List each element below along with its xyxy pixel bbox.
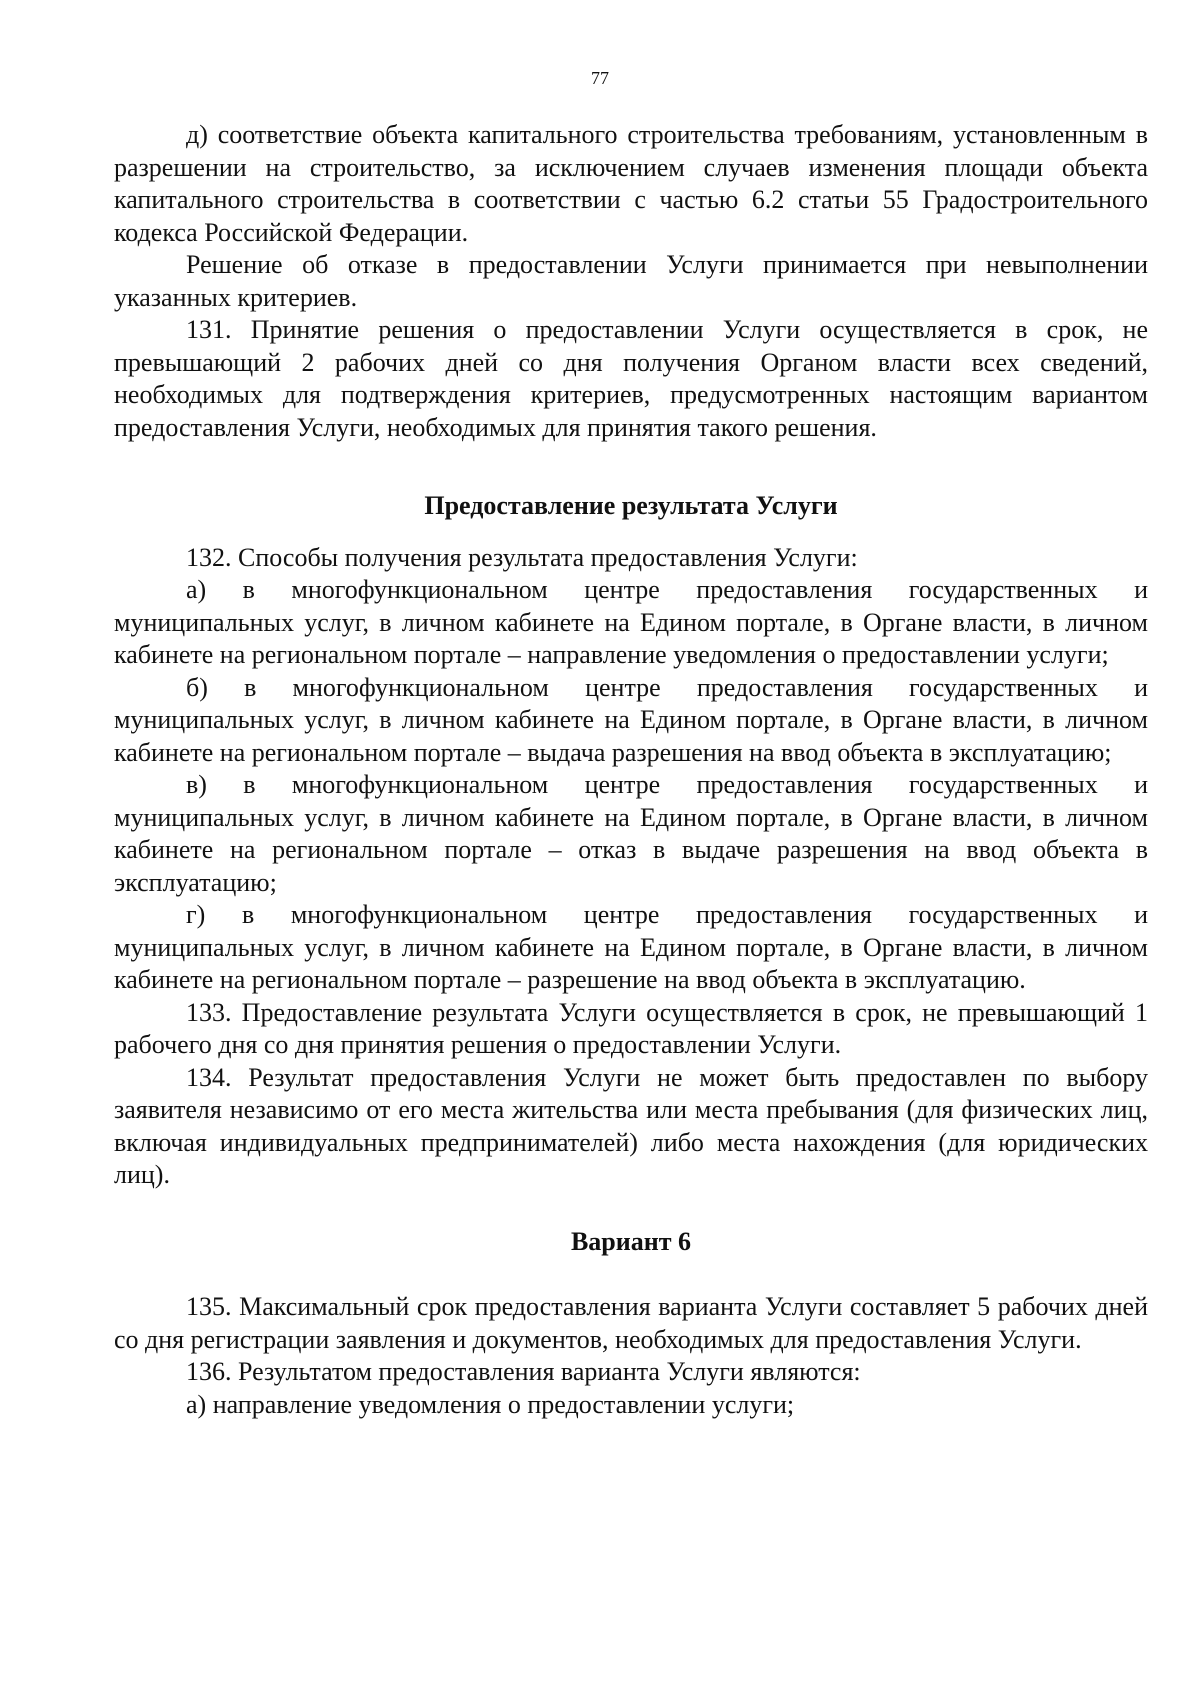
paragraph-131: 131. Принятие решения о предоставлении Услуги осуществляется в срок, не превышающий 2 рабочих дней со дня получения Органом власти всех сведений, необходимых для подтверждения критериев, предусмотренных настоящим вариантом предоставления Услуги, необходимых для принятия такого решения. <box>114 315 1148 442</box>
spacer <box>114 1192 1148 1226</box>
paragraph-132: 132. Способы получения результата предоставления Услуги: <box>186 542 858 572</box>
page-number: 77 <box>591 68 609 88</box>
paragraph-135: 135. Максимальный срок предоставления варианта Услуги составляет 5 рабочих дней со дня регистрации заявления и документов, необходимых для предоставления Услуги. <box>114 1292 1148 1354</box>
paragraph-132-g: г) в многофункциональном центре предоставления государственных и муниципальных услуг, в личном кабинете на Едином портале, в Органе власти, в личном кабинете на региональном портале – разрешение на ввод объекта в эксплуатацию. <box>114 900 1148 994</box>
document-body <box>114 119 1148 1421</box>
spacer <box>114 523 1148 542</box>
paragraph-133: 133. Предоставление результата Услуги осуществляется в срок, не превышающий 1 рабочего дня со дня принятия решения о предоставлении Услуги. <box>114 997 1148 1059</box>
paragraph-134: 134. Результат предоставления Услуги не может быть предоставлен по выбору заявителя независимо от его места жительства или места пребывания (для физических лиц, включая индивидуальных предпринимателей) либо места нахождения (для юридических лиц). <box>114 1062 1148 1189</box>
paragraph-132-v: в) в многофункциональном центре предоставления государственных и муниципальных услуг, в личном кабинете на Едином портале, в Органе власти, в личном кабинете на региональном портале – отказ в выдаче разрешения на ввод объекта в эксплуатацию; <box>114 770 1148 897</box>
paragraph-refusal-decision: Решение об отказе в предоставлении Услуги принимается при невыполнении указанных критериев. <box>114 250 1148 312</box>
spacer <box>114 444 1148 490</box>
paragraph-132-a: а) в многофункциональном центре предоставления государственных и муниципальных услуг, в личном кабинете на Едином портале, в Органе власти, в личном кабинете на региональном портале – направление уведомления о предоставлении услуги; <box>114 575 1148 669</box>
paragraph-d-criteria: д) соответствие объекта капитального строительства требованиям, установленным в разрешении на строительство, за исключением случаев изменения площади объекта капитального строительства в соответствии с частью 6.2 статьи 55 Градостроительного кодекса Российской Федерации. <box>114 120 1148 247</box>
section-heading-result: Предоставление результата Услуги <box>424 491 838 520</box>
paragraph-136-a: а) направление уведомления о предоставлении услуги; <box>186 1389 795 1419</box>
spacer <box>114 1258 1148 1291</box>
section-heading-variant-6: Вариант 6 <box>570 1226 692 1256</box>
paragraph-132-b: б) в многофункциональном центре предоставления государственных и муниципальных услуг, в личном кабинете на Едином портале, в Органе власти, в личном кабинете на региональном портале – выдача разрешения на ввод объекта в эксплуатацию; <box>114 672 1148 767</box>
paragraph-136: 136. Результатом предоставления варианта Услуги являются: <box>186 1357 861 1386</box>
